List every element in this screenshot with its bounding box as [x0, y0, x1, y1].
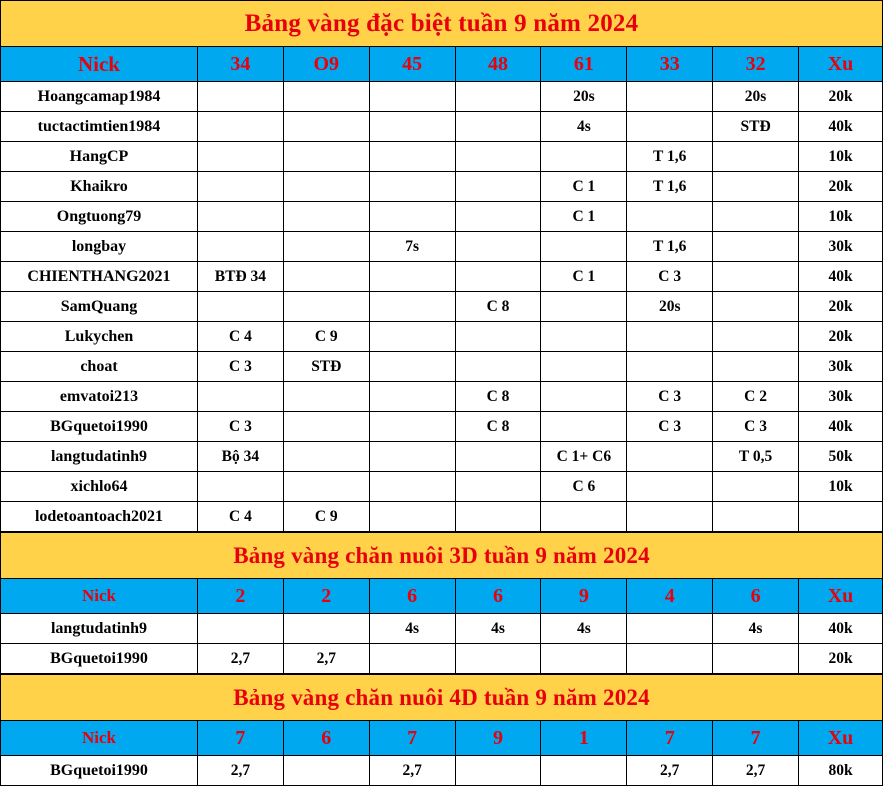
row-cell [197, 232, 283, 262]
column-header-2: 2 [283, 579, 369, 614]
row-cell: C 3 [197, 352, 283, 382]
row-cell [369, 472, 455, 502]
table-row [1, 82, 883, 112]
row-cell-xu: 20k [799, 644, 883, 674]
row-cell: C 8 [455, 412, 541, 442]
table-row [1, 614, 883, 644]
row-cell: 4s [455, 614, 541, 644]
row-cell [713, 352, 799, 382]
section-title-row-3 [1, 675, 883, 721]
row-cell [197, 614, 283, 644]
row-cell [455, 442, 541, 472]
row-cell [627, 442, 713, 472]
row-cell [283, 756, 369, 786]
column-header-6: 33 [627, 47, 713, 82]
row-cell-xu: 40k [799, 412, 883, 442]
row-cell [283, 442, 369, 472]
section-title-row-2 [1, 533, 883, 579]
column-header-2: O9 [283, 47, 369, 82]
row-cell [283, 172, 369, 202]
row-cell: C 8 [455, 382, 541, 412]
row-cell-xu: 10k [799, 472, 883, 502]
row-cell-xu: 40k [799, 112, 883, 142]
row-cell [541, 292, 627, 322]
row-nick: tuctactimtien1984 [1, 112, 198, 142]
row-cell: 4s [541, 112, 627, 142]
column-header-4: 48 [455, 47, 541, 82]
table-row [1, 442, 883, 472]
row-cell: C 8 [455, 292, 541, 322]
row-cell [369, 644, 455, 674]
row-cell [369, 502, 455, 532]
row-cell: C 3 [627, 412, 713, 442]
row-nick: choat [1, 352, 198, 382]
row-cell [713, 262, 799, 292]
row-cell-xu: 40k [799, 614, 883, 644]
row-cell: Bộ 34 [197, 442, 283, 472]
row-cell [197, 382, 283, 412]
row-cell: 2,7 [283, 644, 369, 674]
row-nick: longbay [1, 232, 198, 262]
column-header-3: 45 [369, 47, 455, 82]
column-header-xu: Xu [799, 47, 883, 82]
row-cell [197, 82, 283, 112]
row-cell [541, 142, 627, 172]
row-cell [197, 142, 283, 172]
row-cell-xu: 20k [799, 322, 883, 352]
row-cell [369, 442, 455, 472]
row-cell: C 9 [283, 322, 369, 352]
row-cell: 4s [541, 614, 627, 644]
column-header-7: 6 [713, 579, 799, 614]
row-cell [541, 352, 627, 382]
row-cell: 2,7 [627, 756, 713, 786]
column-header-7: 7 [713, 721, 799, 756]
row-cell [369, 352, 455, 382]
row-cell: C 3 [627, 262, 713, 292]
row-nick: emvatoi213 [1, 382, 198, 412]
table-row [1, 112, 883, 142]
row-cell [713, 322, 799, 352]
row-cell [455, 82, 541, 112]
row-cell [541, 756, 627, 786]
row-cell [455, 232, 541, 262]
row-cell [283, 382, 369, 412]
row-cell [455, 472, 541, 502]
row-cell: 2,7 [197, 756, 283, 786]
row-cell [197, 472, 283, 502]
row-cell: C 1 [541, 202, 627, 232]
column-header-5: 9 [541, 579, 627, 614]
row-nick: Ongtuong79 [1, 202, 198, 232]
table-row [1, 756, 883, 786]
section-title-3: Bảng vàng chăn nuôi 4D tuần 9 năm 2024 [1, 675, 883, 721]
row-cell-xu: 30k [799, 232, 883, 262]
table-row [1, 352, 883, 382]
row-cell: T 1,6 [627, 142, 713, 172]
row-nick: BGquetoi1990 [1, 412, 198, 442]
row-nick: CHIENTHANG2021 [1, 262, 198, 292]
row-nick: SamQuang [1, 292, 198, 322]
table-row [1, 202, 883, 232]
row-cell [283, 472, 369, 502]
row-cell: 2,7 [713, 756, 799, 786]
row-nick: Khaikro [1, 172, 198, 202]
table-row [1, 232, 883, 262]
row-cell: STĐ [713, 112, 799, 142]
column-header-5: 61 [541, 47, 627, 82]
row-cell [283, 262, 369, 292]
row-cell-xu: 50k [799, 442, 883, 472]
row-nick: lodetoantoach2021 [1, 502, 198, 532]
table-row [1, 502, 883, 532]
row-cell [541, 232, 627, 262]
section-header-row-2 [1, 579, 883, 614]
column-header-3: 7 [369, 721, 455, 756]
column-header-nick: Nick [1, 721, 198, 756]
row-cell: T 1,6 [627, 172, 713, 202]
column-header-7: 32 [713, 47, 799, 82]
row-nick: BGquetoi1990 [1, 644, 198, 674]
row-cell [713, 172, 799, 202]
row-cell: 4s [713, 614, 799, 644]
row-cell [541, 382, 627, 412]
table-row [1, 292, 883, 322]
row-cell [627, 202, 713, 232]
row-nick: langtudatinh9 [1, 614, 198, 644]
row-nick: xichlo64 [1, 472, 198, 502]
table-row [1, 472, 883, 502]
column-header-3: 6 [369, 579, 455, 614]
row-cell: C 4 [197, 502, 283, 532]
row-cell [283, 112, 369, 142]
row-cell [713, 472, 799, 502]
row-cell [713, 202, 799, 232]
table-row [1, 262, 883, 292]
section-header-row-3 [1, 721, 883, 756]
row-cell: 20s [627, 292, 713, 322]
column-header-1: 34 [197, 47, 283, 82]
row-cell-xu: 30k [799, 382, 883, 412]
row-cell [455, 262, 541, 292]
row-nick: Hoangcamap1984 [1, 82, 198, 112]
table-row [1, 322, 883, 352]
row-cell-xu: 10k [799, 142, 883, 172]
column-header-xu: Xu [799, 579, 883, 614]
row-cell: T 1,6 [627, 232, 713, 262]
row-cell [455, 172, 541, 202]
section-table-2 [0, 532, 883, 674]
column-header-5: 1 [541, 721, 627, 756]
row-cell-xu: 40k [799, 262, 883, 292]
row-cell [369, 262, 455, 292]
row-cell: STĐ [283, 352, 369, 382]
row-cell [713, 502, 799, 532]
column-header-1: 2 [197, 579, 283, 614]
row-cell [627, 472, 713, 502]
row-cell-xu: 10k [799, 202, 883, 232]
column-header-6: 4 [627, 579, 713, 614]
row-cell [455, 756, 541, 786]
row-nick: langtudatinh9 [1, 442, 198, 472]
row-cell [541, 644, 627, 674]
row-cell-xu: 20k [799, 172, 883, 202]
row-cell: T 0,5 [713, 442, 799, 472]
column-header-4: 9 [455, 721, 541, 756]
row-cell [455, 644, 541, 674]
row-cell: 20s [713, 82, 799, 112]
row-cell [627, 352, 713, 382]
row-cell: BTĐ 34 [197, 262, 283, 292]
row-nick: Lukychen [1, 322, 198, 352]
row-cell [283, 232, 369, 262]
row-cell [455, 352, 541, 382]
table-row [1, 172, 883, 202]
row-cell [627, 322, 713, 352]
row-cell [369, 382, 455, 412]
column-header-xu: Xu [799, 721, 883, 756]
row-cell [627, 502, 713, 532]
row-cell [541, 502, 627, 532]
table-row [1, 644, 883, 674]
row-cell [197, 292, 283, 322]
row-cell [283, 412, 369, 442]
row-cell [369, 322, 455, 352]
row-cell [197, 112, 283, 142]
row-nick: HangCP [1, 142, 198, 172]
column-header-1: 7 [197, 721, 283, 756]
row-cell-xu: 80k [799, 756, 883, 786]
row-cell [455, 142, 541, 172]
row-cell [369, 292, 455, 322]
row-cell [455, 112, 541, 142]
row-cell: C 2 [713, 382, 799, 412]
row-nick: BGquetoi1990 [1, 756, 198, 786]
row-cell [197, 172, 283, 202]
row-cell [283, 142, 369, 172]
row-cell [283, 202, 369, 232]
table-row [1, 412, 883, 442]
row-cell [283, 82, 369, 112]
row-cell [369, 82, 455, 112]
row-cell [369, 112, 455, 142]
row-cell [713, 142, 799, 172]
row-cell [455, 502, 541, 532]
section-title-row-1 [1, 1, 883, 47]
row-cell [541, 412, 627, 442]
row-cell [627, 112, 713, 142]
row-cell: C 1 [541, 262, 627, 292]
column-header-4: 6 [455, 579, 541, 614]
row-cell [369, 412, 455, 442]
row-cell: 20s [541, 82, 627, 112]
row-cell [455, 322, 541, 352]
section-title-2: Bảng vàng chăn nuôi 3D tuần 9 năm 2024 [1, 533, 883, 579]
row-cell-xu [799, 502, 883, 532]
row-cell: 2,7 [197, 644, 283, 674]
table-row [1, 382, 883, 412]
row-cell: C 3 [197, 412, 283, 442]
column-header-nick: Nick [1, 579, 198, 614]
row-cell [713, 644, 799, 674]
table-row [1, 142, 883, 172]
row-cell-xu: 20k [799, 82, 883, 112]
row-cell: 4s [369, 614, 455, 644]
row-cell [283, 292, 369, 322]
row-cell-xu: 30k [799, 352, 883, 382]
section-header-row-1 [1, 47, 883, 82]
row-cell [713, 292, 799, 322]
row-cell: C 3 [713, 412, 799, 442]
row-cell-xu: 20k [799, 292, 883, 322]
row-cell [627, 82, 713, 112]
row-cell [541, 322, 627, 352]
row-cell: C 3 [627, 382, 713, 412]
section-table-3 [0, 674, 883, 786]
row-cell [713, 232, 799, 262]
row-cell [455, 202, 541, 232]
row-cell [627, 644, 713, 674]
row-cell [369, 202, 455, 232]
column-header-2: 6 [283, 721, 369, 756]
column-header-nick: Nick [1, 47, 198, 82]
row-cell: 2,7 [369, 756, 455, 786]
row-cell: 7s [369, 232, 455, 262]
row-cell [369, 142, 455, 172]
row-cell: C 1+ C6 [541, 442, 627, 472]
row-cell: C 4 [197, 322, 283, 352]
row-cell [197, 202, 283, 232]
row-cell [369, 172, 455, 202]
row-cell: C 9 [283, 502, 369, 532]
column-header-6: 7 [627, 721, 713, 756]
row-cell: C 6 [541, 472, 627, 502]
row-cell [627, 614, 713, 644]
section-title-1: Bảng vàng đặc biệt tuần 9 năm 2024 [1, 1, 883, 47]
row-cell [283, 614, 369, 644]
row-cell: C 1 [541, 172, 627, 202]
